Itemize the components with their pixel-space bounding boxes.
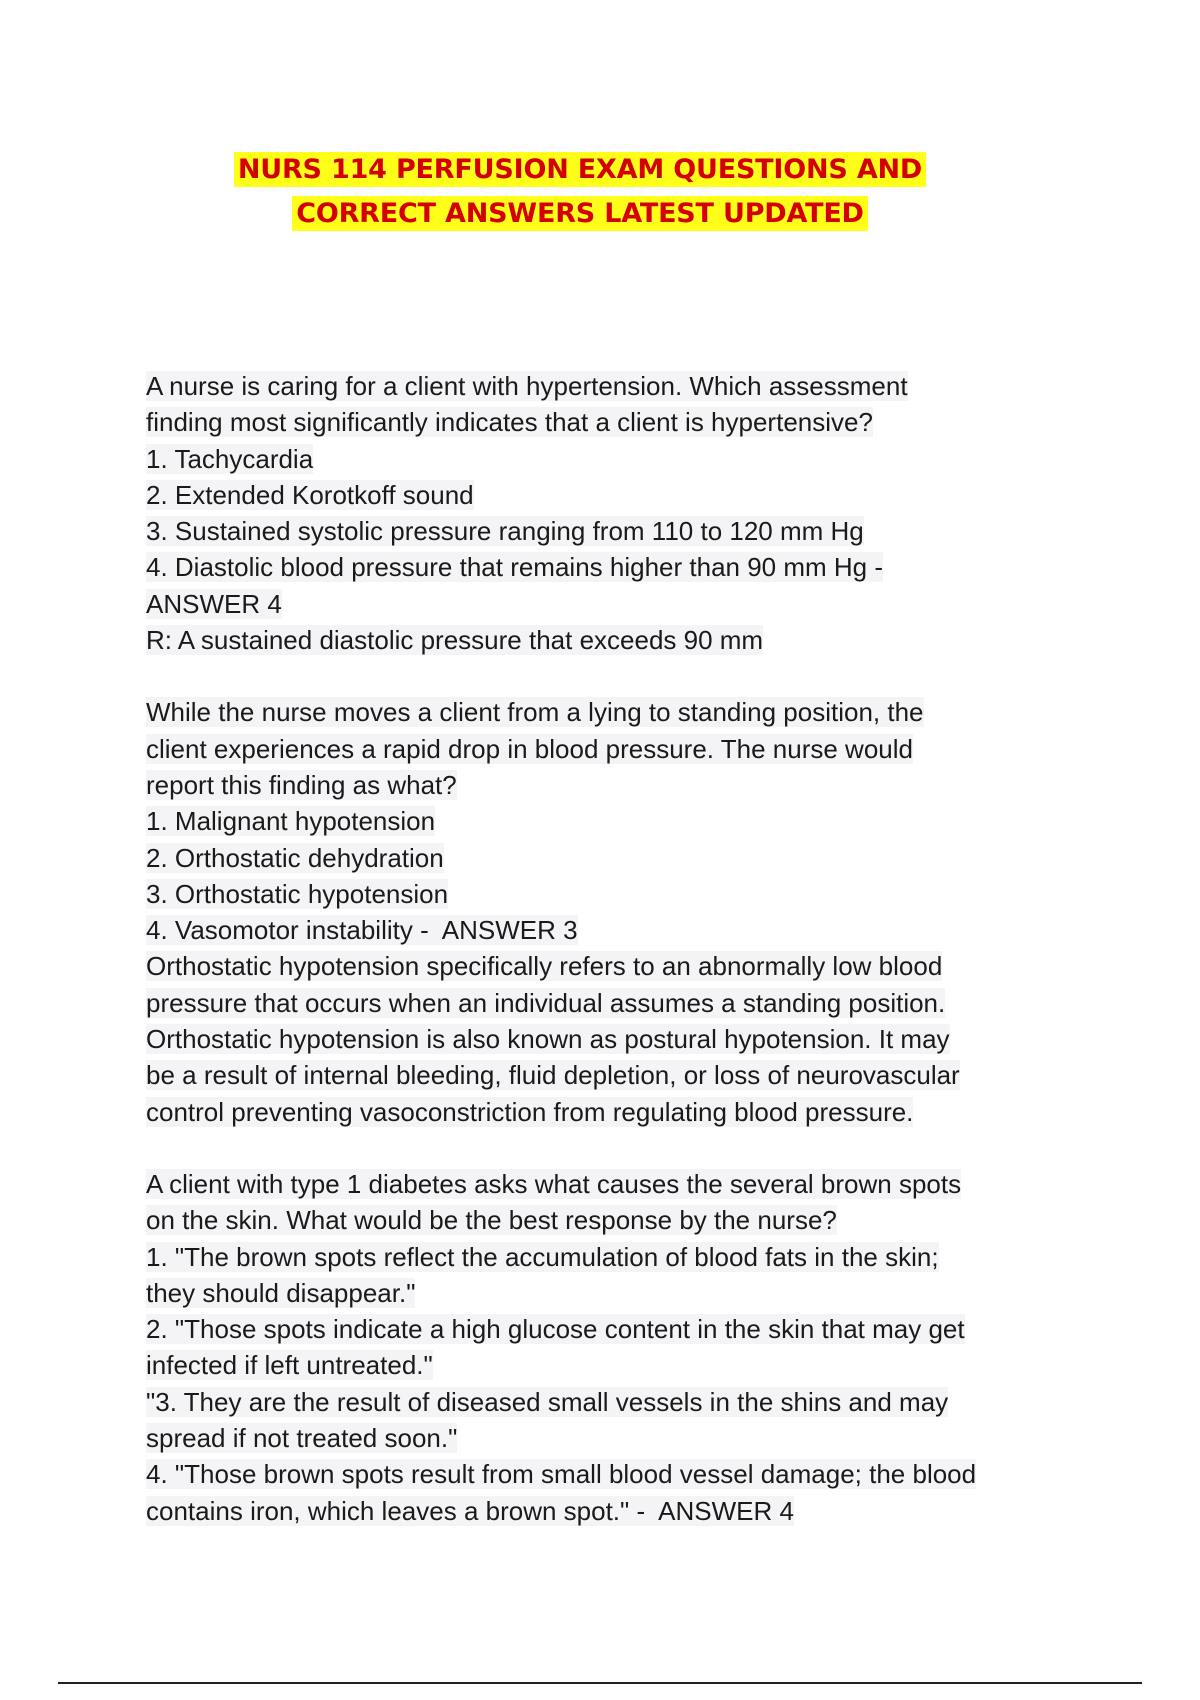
- answer-option: 2. Orthostatic dehydration: [146, 842, 444, 873]
- rationale-line: control preventing vasoconstriction from regulating blood pressure.: [146, 1096, 914, 1127]
- question-line: report this finding as what?: [146, 769, 457, 800]
- answer-option: 4. "Those brown spots result from small blood vessel damage; the blood: [146, 1459, 977, 1490]
- answer-option: they should disappear.": [146, 1277, 416, 1308]
- correct-answer: ANSWER 4: [146, 588, 282, 619]
- document-title: [0, 148, 1160, 236]
- question-line: finding most significantly indicates that a client is hypertensive?: [146, 407, 873, 438]
- question-line: on the skin. What would be the best response by the nurse?: [146, 1205, 837, 1236]
- answer-option-with-answer: contains iron, which leaves a brown spot." - ANSWER 4: [146, 1495, 794, 1526]
- question-block-2: [146, 694, 1066, 1130]
- title-line-1: NURS 114 PERFUSION EXAM QUESTIONS AND: [234, 152, 926, 187]
- answer-option: 3. Orthostatic hypotension: [146, 878, 449, 909]
- answer-option: 1. "The brown spots reflect the accumulation of blood fats in the skin;: [146, 1241, 939, 1272]
- questions-content: [146, 368, 1066, 1565]
- question-block-1: [146, 368, 1066, 658]
- footer-divider: [58, 1682, 1142, 1684]
- question-line: A client with type 1 diabetes asks what causes the several brown spots: [146, 1168, 962, 1199]
- rationale-line: Orthostatic hypotension is also known as postural hypotension. It may: [146, 1024, 950, 1055]
- title-line-2: CORRECT ANSWERS LATEST UPDATED: [292, 196, 868, 231]
- question-block-3: [146, 1166, 1066, 1529]
- answer-option: 1. Tachycardia: [146, 443, 314, 474]
- answer-option: 3. Sustained systolic pressure ranging from 110 to 120 mm Hg: [146, 516, 864, 547]
- question-line: A nurse is caring for a client with hypertension. Which assessment: [146, 371, 908, 401]
- answer-option: 2. "Those spots indicate a high glucose content in the skin that may get: [146, 1314, 965, 1345]
- rationale-line: Orthostatic hypotension specifically refers to an abnormally low blood: [146, 951, 943, 982]
- title-line: [0, 192, 1160, 236]
- answer-option: infected if left untreated.": [146, 1350, 433, 1381]
- question-line: client experiences a rapid drop in blood pressure. The nurse would: [146, 733, 913, 764]
- rationale-line: pressure that occurs when an individual assumes a standing position.: [146, 987, 946, 1018]
- answer-option: spread if not treated soon.": [146, 1423, 458, 1454]
- title-line: [0, 148, 1160, 192]
- answer-option: 1. Malignant hypotension: [146, 806, 436, 837]
- answer-option-with-answer: 4. Vasomotor instability - ANSWER 3: [146, 915, 578, 946]
- answer-option: 2. Extended Korotkoff sound: [146, 479, 474, 510]
- rationale-line: be a result of internal bleeding, fluid depletion, or loss of neurovascular: [146, 1060, 960, 1091]
- answer-option: "3. They are the result of diseased small vessels in the shins and may: [146, 1386, 949, 1417]
- answer-option: 4. Diastolic blood pressure that remains higher than 90 mm Hg -: [146, 552, 884, 583]
- rationale-line: R: A sustained diastolic pressure that exceeds 90 mm: [146, 625, 764, 656]
- question-line: While the nurse moves a client from a lying to standing position, the: [146, 697, 924, 728]
